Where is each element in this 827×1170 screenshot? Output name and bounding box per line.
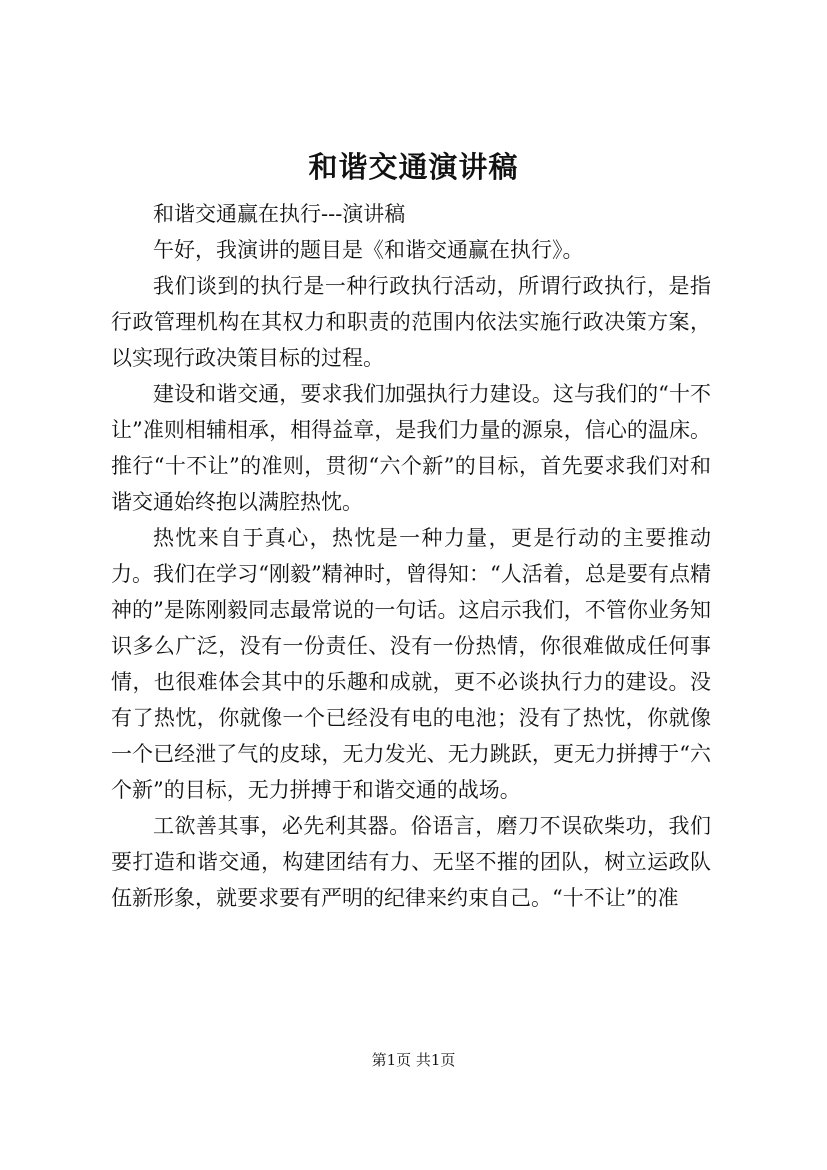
paragraph-construction: 建设和谐交通，要求我们加强执行力建设。这与我们的“十不让”准则相辅相承，相得益章，是我们力量的源泉，信心的温床。推行“十不让”的准则，贯彻“六个新”的目标，首先要求我们对和谐交通始终抱以满腔热忱。 [111, 382, 711, 514]
paragraph-greeting: 午好，我演讲的题目是《和谐交通赢在执行》。 [153, 238, 584, 262]
paragraph-discipline: 工欲善其事，必先利其器。俗语言，磨刀不误砍柴功，我们要打造和谐交通，构建团结有力、无坚不摧的团队，树立运政队伍新形象，就要求要有严明的纪律来约束自己。“十不让”的准 [111, 814, 711, 910]
paragraph-execution-definition: 我们谈到的执行是一种行政执行活动，所谓行政执行，是指行政管理机构在其权力和职责的范围内依法实施行政决策方案，以实现行政决策目标的过程。 [111, 274, 711, 370]
paragraph-enthusiasm: 热忱来自于真心，热忱是一种力量，更是行动的主要推动力。我们在学习“刚毅”精神时，曾得知：“人活着，总是要有点精神的”是陈刚毅同志最常说的一句话。这启示我们，不管你业务知识多么广泛，没有一份责任、没有一份热情，你很难做成任何事情，也很难体会其中的乐趣和成就，更不必谈执行力的建设。没有了热忱，你就像一个已经没有电的电池；没有了热忱，你就像一个已经泄了气的皮球，无力发光、无力跳跃，更无力拼搏于“六个新”的目标，无力拼搏于和谐交通的战场。 [111, 526, 711, 802]
document-body [111, 196, 711, 916]
page-footer: 第1页 共1页 [371, 1051, 456, 1069]
document-title: 和谐交通演讲稿 [308, 150, 519, 184]
paragraph-subtitle: 和谐交通赢在执行---演讲稿 [153, 202, 406, 226]
